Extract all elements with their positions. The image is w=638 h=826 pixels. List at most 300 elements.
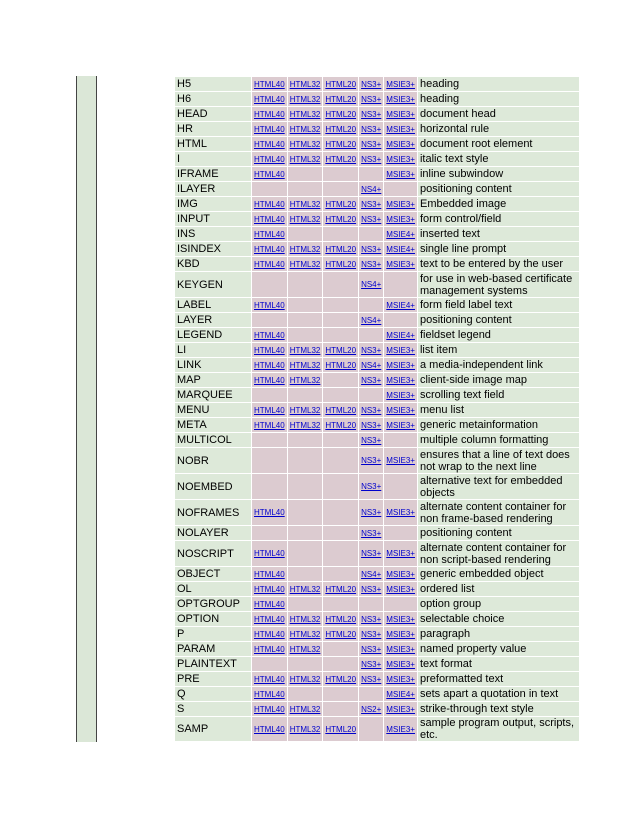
- version-link[interactable]: HTML40: [254, 375, 285, 385]
- version-link[interactable]: HTML20: [325, 724, 357, 734]
- version-link[interactable]: HTML32: [289, 109, 321, 119]
- version-link[interactable]: HTML40: [254, 124, 285, 134]
- empty-version-cell: [252, 474, 287, 499]
- version-link[interactable]: NS3+: [361, 508, 382, 517]
- version-cell: [384, 541, 417, 566]
- table-row: [175, 403, 579, 417]
- version-link[interactable]: HTML40: [254, 229, 285, 239]
- version-cell: [384, 137, 417, 151]
- version-cell: [252, 77, 287, 91]
- version-link[interactable]: NS3+: [361, 94, 382, 104]
- version-link[interactable]: HTML32: [289, 124, 321, 134]
- version-cell: [323, 197, 358, 211]
- version-link[interactable]: MSIE3+: [386, 124, 415, 134]
- version-link[interactable]: NS2+: [361, 704, 382, 714]
- version-cell: [384, 373, 417, 387]
- empty-version-cell: [323, 227, 358, 241]
- empty-version-cell: [323, 298, 358, 312]
- tag-name-cell: HTML: [175, 137, 251, 151]
- version-cell: [384, 672, 417, 686]
- version-link[interactable]: MSIE3+: [386, 169, 415, 179]
- version-cell: [384, 257, 417, 271]
- version-link[interactable]: HTML40: [254, 629, 285, 639]
- version-link[interactable]: MSIE4+: [386, 229, 415, 239]
- version-link[interactable]: HTML40: [254, 599, 285, 609]
- version-link[interactable]: MSIE3+: [386, 199, 415, 209]
- version-link[interactable]: HTML40: [254, 154, 285, 164]
- version-link[interactable]: HTML32: [289, 674, 321, 684]
- version-link[interactable]: HTML32: [289, 259, 321, 269]
- version-cell: [323, 257, 358, 271]
- table-row: [175, 702, 579, 716]
- version-link[interactable]: HTML32: [289, 724, 321, 734]
- version-link[interactable]: NS3+: [361, 435, 382, 445]
- version-cell: [323, 137, 358, 151]
- empty-version-cell: [323, 526, 358, 540]
- version-cell: [252, 343, 287, 357]
- description-cell: alternate content container for non script-based rendering: [418, 541, 579, 566]
- tag-name-cell: MAP: [175, 373, 251, 387]
- description-cell: a media-independent link: [418, 358, 579, 372]
- empty-version-cell: [384, 474, 417, 499]
- version-link[interactable]: MSIE3+: [386, 139, 415, 149]
- version-link[interactable]: NS3+: [361, 420, 382, 430]
- version-link[interactable]: NS3+: [361, 124, 382, 134]
- table-row: [175, 642, 579, 656]
- version-link[interactable]: HTML40: [254, 689, 285, 699]
- version-link[interactable]: HTML32: [289, 405, 321, 415]
- version-link[interactable]: HTML40: [254, 584, 285, 594]
- table-row: [175, 597, 579, 611]
- version-cell: [384, 328, 417, 342]
- table-row: [175, 197, 579, 211]
- version-link[interactable]: HTML40: [254, 109, 285, 119]
- table-row: [175, 167, 579, 181]
- version-cell: [252, 298, 287, 312]
- version-link[interactable]: MSIE3+: [386, 154, 415, 164]
- version-cell: [384, 122, 417, 136]
- version-link[interactable]: HTML32: [289, 420, 321, 430]
- table-row: [175, 474, 579, 499]
- version-link[interactable]: NS4+: [361, 280, 382, 289]
- version-cell: [288, 257, 323, 271]
- version-link[interactable]: HTML40: [254, 674, 285, 684]
- version-link[interactable]: NS3+: [361, 345, 382, 355]
- tag-name-cell: ISINDEX: [175, 242, 251, 256]
- empty-version-cell: [323, 433, 358, 447]
- empty-version-cell: [288, 500, 323, 525]
- empty-version-cell: [252, 313, 287, 327]
- version-link[interactable]: HTML40: [254, 139, 285, 149]
- tag-name-cell: MARQUEE: [175, 388, 251, 402]
- version-link[interactable]: HTML20: [325, 109, 357, 119]
- version-link[interactable]: HTML40: [254, 614, 285, 624]
- version-link[interactable]: HTML20: [325, 420, 357, 430]
- version-link[interactable]: MSIE3+: [386, 724, 415, 734]
- version-link[interactable]: MSIE3+: [386, 375, 415, 385]
- tag-name-cell: MULTICOL: [175, 433, 251, 447]
- empty-version-cell: [359, 328, 383, 342]
- version-cell: [323, 403, 358, 417]
- version-link[interactable]: MSIE3+: [386, 704, 415, 714]
- empty-version-cell: [359, 597, 383, 611]
- version-link[interactable]: HTML20: [325, 199, 357, 209]
- version-link[interactable]: NS3+: [361, 584, 382, 594]
- version-link[interactable]: MSIE3+: [386, 259, 415, 269]
- version-link[interactable]: MSIE3+: [386, 644, 415, 654]
- version-link[interactable]: MSIE3+: [386, 94, 415, 104]
- version-link[interactable]: HTML40: [254, 214, 285, 224]
- version-cell: [359, 343, 383, 357]
- version-link[interactable]: NS4+: [361, 184, 382, 194]
- version-cell: [384, 242, 417, 256]
- version-cell: [323, 152, 358, 166]
- version-cell: [252, 500, 287, 525]
- version-link[interactable]: NS3+: [361, 79, 382, 89]
- version-cell: [323, 717, 358, 741]
- empty-version-cell: [384, 272, 417, 297]
- version-cell: [359, 567, 383, 581]
- description-cell: text to be entered by the user: [418, 257, 579, 271]
- version-link[interactable]: NS3+: [361, 629, 382, 639]
- version-cell: [384, 197, 417, 211]
- version-cell: [359, 403, 383, 417]
- version-link[interactable]: HTML32: [289, 584, 321, 594]
- version-cell: [384, 152, 417, 166]
- version-cell: [323, 358, 358, 372]
- empty-version-cell: [252, 433, 287, 447]
- version-link[interactable]: HTML20: [325, 124, 357, 134]
- table-row: [175, 373, 579, 387]
- table-row: [175, 612, 579, 626]
- version-link[interactable]: HTML20: [325, 360, 357, 370]
- version-cell: [252, 567, 287, 581]
- version-link[interactable]: MSIE3+: [386, 390, 415, 400]
- table-row: [175, 227, 579, 241]
- empty-version-cell: [323, 687, 358, 701]
- version-link[interactable]: HTML40: [254, 199, 285, 209]
- description-cell: for use in web-based certificate management systems: [418, 272, 579, 297]
- version-cell: [359, 257, 383, 271]
- version-link[interactable]: HTML32: [289, 704, 321, 714]
- table-row: [175, 122, 579, 136]
- version-link[interactable]: MSIE3+: [386, 629, 415, 639]
- version-cell: [384, 298, 417, 312]
- version-link[interactable]: HTML20: [325, 405, 357, 415]
- tag-name-cell: LEGEND: [175, 328, 251, 342]
- version-link[interactable]: HTML20: [325, 154, 357, 164]
- empty-version-cell: [323, 657, 358, 671]
- empty-version-cell: [323, 272, 358, 297]
- empty-version-cell: [323, 373, 358, 387]
- version-link[interactable]: NS4+: [361, 360, 382, 370]
- version-link[interactable]: NS3+: [361, 549, 382, 558]
- version-cell: [359, 582, 383, 596]
- version-cell: [359, 242, 383, 256]
- description-cell: positioning content: [418, 526, 579, 540]
- version-cell: [288, 137, 323, 151]
- version-cell: [252, 122, 287, 136]
- table-row: [175, 627, 579, 641]
- version-link[interactable]: MSIE3+: [386, 109, 415, 119]
- description-cell: sample program output, scripts, etc.: [418, 717, 579, 741]
- version-link[interactable]: HTML32: [289, 139, 321, 149]
- empty-version-cell: [288, 448, 323, 473]
- version-link[interactable]: HTML20: [325, 629, 357, 639]
- empty-version-cell: [384, 597, 417, 611]
- tag-name-cell: PARAM: [175, 642, 251, 656]
- version-link[interactable]: NS3+: [361, 259, 382, 269]
- version-link[interactable]: MSIE3+: [386, 549, 415, 558]
- version-link[interactable]: MSIE4+: [386, 244, 415, 254]
- version-link[interactable]: MSIE3+: [386, 360, 415, 370]
- version-link[interactable]: HTML32: [289, 614, 321, 624]
- empty-version-cell: [252, 526, 287, 540]
- version-cell: [323, 107, 358, 121]
- version-link[interactable]: HTML32: [289, 199, 321, 209]
- version-link[interactable]: NS3+: [361, 614, 382, 624]
- empty-version-cell: [359, 298, 383, 312]
- empty-version-cell: [359, 227, 383, 241]
- version-link[interactable]: HTML40: [254, 94, 285, 104]
- table-row: [175, 77, 579, 91]
- version-cell: [384, 657, 417, 671]
- empty-version-cell: [323, 313, 358, 327]
- version-link[interactable]: MSIE3+: [386, 420, 415, 430]
- version-link[interactable]: HTML32: [289, 375, 321, 385]
- version-link[interactable]: NS3+: [361, 109, 382, 119]
- version-cell: [288, 358, 323, 372]
- version-link[interactable]: NS3+: [361, 405, 382, 415]
- version-link[interactable]: HTML20: [325, 674, 357, 684]
- version-cell: [359, 672, 383, 686]
- table-row: [175, 343, 579, 357]
- version-link[interactable]: NS3+: [361, 244, 382, 254]
- version-link[interactable]: HTML40: [254, 724, 285, 734]
- table-row: [175, 672, 579, 686]
- version-cell: [359, 526, 383, 540]
- version-link[interactable]: NS3+: [361, 214, 382, 224]
- version-link[interactable]: NS3+: [361, 154, 382, 164]
- version-link[interactable]: HTML20: [325, 139, 357, 149]
- version-link[interactable]: HTML32: [289, 360, 321, 370]
- description-cell: form control/field: [418, 212, 579, 226]
- version-link[interactable]: NS3+: [361, 644, 382, 654]
- empty-version-cell: [288, 328, 323, 342]
- version-cell: [359, 197, 383, 211]
- version-link[interactable]: HTML20: [325, 584, 357, 594]
- version-link[interactable]: HTML40: [254, 79, 285, 89]
- version-link[interactable]: NS3+: [361, 482, 382, 491]
- empty-version-cell: [288, 687, 323, 701]
- version-cell: [323, 627, 358, 641]
- table-row: [175, 448, 579, 473]
- version-link[interactable]: HTML40: [254, 330, 285, 340]
- version-link[interactable]: MSIE3+: [386, 614, 415, 624]
- version-link[interactable]: HTML32: [289, 94, 321, 104]
- description-cell: preformatted text: [418, 672, 579, 686]
- version-link[interactable]: HTML20: [325, 79, 357, 89]
- tag-name-cell: NOSCRIPT: [175, 541, 251, 566]
- version-link[interactable]: NS4+: [361, 569, 382, 579]
- version-link[interactable]: NS3+: [361, 139, 382, 149]
- version-link[interactable]: HTML40: [254, 420, 285, 430]
- version-link[interactable]: HTML40: [254, 244, 285, 254]
- empty-version-cell: [359, 717, 383, 741]
- version-link[interactable]: NS3+: [361, 659, 382, 669]
- empty-version-cell: [288, 474, 323, 499]
- tag-name-cell: LAYER: [175, 313, 251, 327]
- version-link[interactable]: HTML40: [254, 360, 285, 370]
- version-cell: [252, 702, 287, 716]
- version-cell: [384, 717, 417, 741]
- version-link[interactable]: NS3+: [361, 674, 382, 684]
- empty-version-cell: [323, 597, 358, 611]
- tag-name-cell: PLAINTEXT: [175, 657, 251, 671]
- version-link[interactable]: HTML32: [289, 345, 321, 355]
- empty-version-cell: [288, 388, 323, 402]
- version-link[interactable]: HTML40: [254, 508, 285, 517]
- description-cell: document root element: [418, 137, 579, 151]
- empty-version-cell: [288, 567, 323, 581]
- description-cell: fieldset legend: [418, 328, 579, 342]
- version-cell: [288, 373, 323, 387]
- version-link[interactable]: HTML20: [325, 345, 357, 355]
- tag-name-cell: KBD: [175, 257, 251, 271]
- tag-name-cell: OPTION: [175, 612, 251, 626]
- table-row: [175, 526, 579, 540]
- version-link[interactable]: HTML40: [254, 259, 285, 269]
- tag-name-cell: Q: [175, 687, 251, 701]
- version-link[interactable]: NS3+: [361, 199, 382, 209]
- version-cell: [252, 418, 287, 432]
- version-link[interactable]: NS3+: [361, 456, 382, 465]
- version-link[interactable]: HTML40: [254, 345, 285, 355]
- version-link[interactable]: HTML32: [289, 629, 321, 639]
- version-cell: [323, 242, 358, 256]
- version-link[interactable]: HTML40: [254, 300, 285, 310]
- version-link[interactable]: HTML20: [325, 259, 357, 269]
- html-tag-support-table: [174, 76, 580, 742]
- tag-name-cell: META: [175, 418, 251, 432]
- tag-name-cell: OL: [175, 582, 251, 596]
- version-cell: [323, 672, 358, 686]
- version-cell: [384, 92, 417, 106]
- empty-version-cell: [288, 182, 323, 196]
- empty-version-cell: [288, 657, 323, 671]
- empty-version-cell: [359, 388, 383, 402]
- version-cell: [323, 92, 358, 106]
- version-link[interactable]: HTML32: [289, 154, 321, 164]
- description-cell: italic text style: [418, 152, 579, 166]
- version-link[interactable]: MSIE3+: [386, 405, 415, 415]
- version-link[interactable]: MSIE4+: [386, 300, 415, 310]
- version-link[interactable]: NS4+: [361, 315, 382, 325]
- version-link[interactable]: HTML20: [325, 94, 357, 104]
- version-cell: [252, 373, 287, 387]
- version-cell: [359, 152, 383, 166]
- version-cell: [252, 541, 287, 566]
- empty-version-cell: [359, 167, 383, 181]
- description-cell: named property value: [418, 642, 579, 656]
- version-link[interactable]: MSIE3+: [386, 79, 415, 89]
- version-link[interactable]: MSIE4+: [386, 330, 415, 340]
- version-link[interactable]: MSIE3+: [386, 456, 415, 465]
- version-link[interactable]: MSIE3+: [386, 584, 415, 594]
- empty-version-cell: [288, 313, 323, 327]
- tag-name-cell: H6: [175, 92, 251, 106]
- version-link[interactable]: HTML32: [289, 644, 321, 654]
- version-cell: [384, 702, 417, 716]
- version-cell: [323, 582, 358, 596]
- description-cell: inline subwindow: [418, 167, 579, 181]
- version-cell: [359, 107, 383, 121]
- version-cell: [288, 152, 323, 166]
- version-link[interactable]: HTML40: [254, 644, 285, 654]
- empty-version-cell: [323, 448, 358, 473]
- version-link[interactable]: HTML40: [254, 704, 285, 714]
- version-cell: [288, 627, 323, 641]
- empty-version-cell: [288, 272, 323, 297]
- description-cell: list item: [418, 343, 579, 357]
- version-link[interactable]: HTML20: [325, 614, 357, 624]
- empty-version-cell: [288, 597, 323, 611]
- version-link[interactable]: HTML40: [254, 549, 285, 558]
- version-cell: [359, 92, 383, 106]
- version-cell: [384, 107, 417, 121]
- version-link[interactable]: MSIE4+: [386, 689, 415, 699]
- version-link[interactable]: MSIE3+: [386, 674, 415, 684]
- version-link[interactable]: NS3+: [361, 375, 382, 385]
- version-link[interactable]: HTML20: [325, 244, 357, 254]
- version-link[interactable]: HTML32: [289, 79, 321, 89]
- empty-version-cell: [288, 541, 323, 566]
- version-cell: [288, 642, 323, 656]
- empty-version-cell: [288, 298, 323, 312]
- empty-version-cell: [323, 567, 358, 581]
- version-cell: [384, 403, 417, 417]
- version-cell: [359, 627, 383, 641]
- tag-name-cell: MENU: [175, 403, 251, 417]
- empty-version-cell: [288, 433, 323, 447]
- table-row: [175, 313, 579, 327]
- version-link[interactable]: HTML32: [289, 214, 321, 224]
- version-cell: [252, 242, 287, 256]
- version-link[interactable]: MSIE3+: [386, 508, 415, 517]
- version-link[interactable]: HTML20: [325, 214, 357, 224]
- version-cell: [323, 77, 358, 91]
- version-link[interactable]: HTML32: [289, 244, 321, 254]
- version-cell: [252, 137, 287, 151]
- empty-version-cell: [252, 657, 287, 671]
- version-link[interactable]: MSIE3+: [386, 345, 415, 355]
- version-cell: [359, 272, 383, 297]
- version-link[interactable]: MSIE3+: [386, 569, 415, 579]
- version-link[interactable]: HTML40: [254, 569, 285, 579]
- description-cell: scrolling text field: [418, 388, 579, 402]
- empty-version-cell: [252, 272, 287, 297]
- version-link[interactable]: HTML40: [254, 169, 285, 179]
- empty-version-cell: [252, 388, 287, 402]
- version-link[interactable]: HTML40: [254, 405, 285, 415]
- version-link[interactable]: MSIE3+: [386, 214, 415, 224]
- empty-version-cell: [252, 448, 287, 473]
- version-link[interactable]: MSIE3+: [386, 659, 415, 669]
- gutter-rule-left: [76, 76, 77, 742]
- tag-name-cell: PRE: [175, 672, 251, 686]
- version-link[interactable]: NS3+: [361, 528, 382, 538]
- tag-name-cell: S: [175, 702, 251, 716]
